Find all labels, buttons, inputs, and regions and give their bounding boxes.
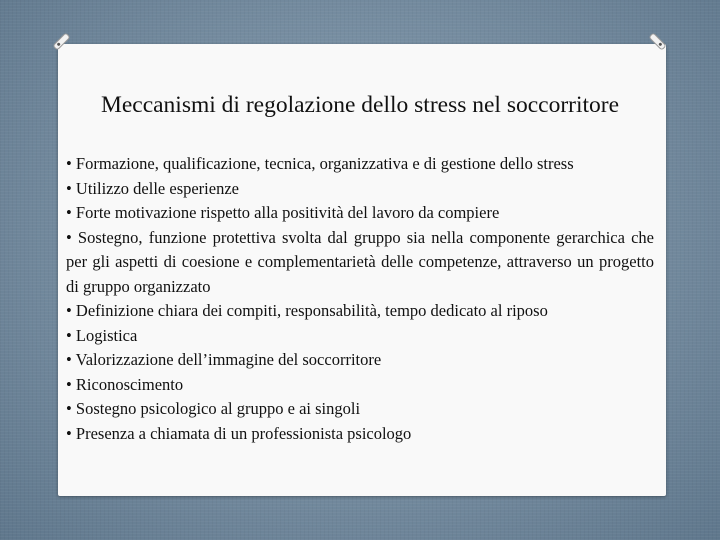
bullet-item: • Sostegno, funzione protettiva svolta dal gruppo sia nella componente gerarchica che per gli aspetti di coesione e complementarietà delle competenze, attraverso un progetto di gruppo organizzato	[66, 227, 654, 296]
bullet-item: • Sostegno psicologico al gruppo e ai singoli	[66, 399, 361, 418]
bullet-item: • Forte motivazione rispetto alla positività del lavoro da compiere	[66, 203, 500, 222]
bullet-item: • Formazione, qualificazione, tecnica, organizzativa e di gestione dello stress	[66, 154, 574, 173]
bullet-item: • Presenza a chiamata di un professionista psicologo	[66, 423, 412, 443]
bullet-item: • Riconoscimento	[66, 374, 184, 394]
bullet-item: • Utilizzo delle esperienze	[66, 178, 239, 198]
bullet-list	[66, 152, 654, 446]
bullet-item: • Definizione chiara dei compiti, responsabilità, tempo dedicato al riposo	[66, 301, 548, 320]
slide-title: Meccanismi di regolazione dello stress nel soccorritore	[100, 92, 620, 118]
bullet-item: • Logistica	[66, 325, 138, 345]
bullet-item: • Valorizzazione dell’immagine del soccorritore	[66, 350, 382, 369]
